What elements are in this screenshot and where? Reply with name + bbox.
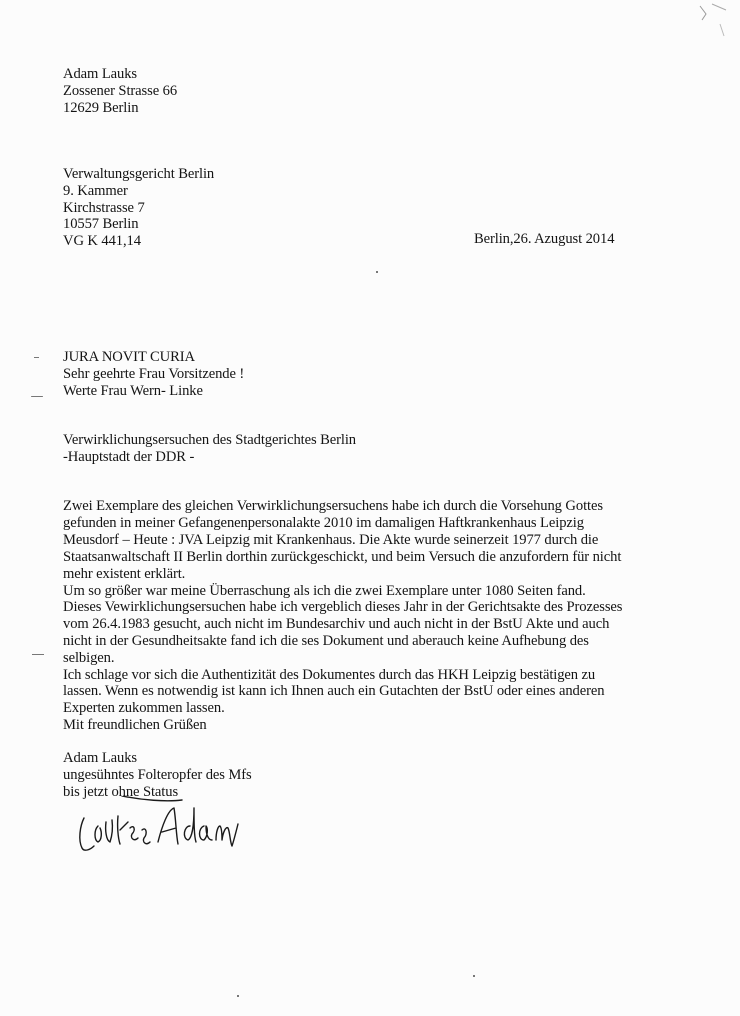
- sender-name: Adam Lauks: [63, 66, 137, 82]
- recipient-court: Verwaltungsgericht Berlin: [63, 166, 215, 182]
- body-line: vom 26.4.1983 gesucht, auch nicht im Bundesarchiv und auch nicht in der BstU Akte und auch: [63, 616, 610, 632]
- body-line: mehr existent erklärt.: [63, 566, 186, 582]
- recipient-street: Kirchstrasse 7: [63, 200, 145, 216]
- sender-street: Zossener Strasse 66: [63, 83, 178, 99]
- closing-greeting: Mit freundlichen Grüßen: [63, 717, 207, 733]
- margin-mark: [34, 357, 39, 358]
- body-line: Meusdorf – Heute : JVA Leipzig mit Krankenhaus. Die Akte wurde seinerzeit 1977 durch die: [63, 532, 599, 548]
- sender-city: 12629 Berlin: [63, 100, 139, 116]
- letter-date: Berlin,26. Azugust 2014: [474, 231, 615, 247]
- handwritten-signature: [72, 796, 242, 866]
- body-line: gefunden in meiner Gefangenenpersonalakte 2010 im damaligen Haftkrankenhaus Leipzig: [63, 515, 584, 531]
- scan-artifact-corner: [692, 2, 730, 42]
- body-line: Um so größer war meine Überraschung als ich die zwei Exemplare unter 1080 Seiten fand.: [63, 583, 586, 599]
- body-line: Zwei Exemplare des gleichen Verwirklichungsersuchens habe ich durch die Vorsehung Gottes: [63, 498, 603, 514]
- margin-mark: [32, 654, 44, 655]
- body-line: Ich schlage vor sich die Authentizität des Dokumentes durch das HKH Leipzig bestätigen zu: [63, 667, 596, 683]
- body-line: lassen. Wenn es notwendig ist kann ich Ihnen auch ein Gutachten der BstU oder eines anderen: [63, 683, 605, 699]
- body-line: nicht in der Gesundheitsakte fand ich die ses Dokument und aberauch keine Aufhebung des: [63, 633, 589, 649]
- margin-mark: [31, 396, 43, 397]
- margin-mark: [376, 271, 378, 273]
- recipient-city: 10557 Berlin: [63, 216, 139, 232]
- salutation-line-1: Sehr geehrte Frau Vorsitzende !: [63, 366, 245, 382]
- subject-line-1: Verwirklichungsersuchen des Stadtgerichtes Berlin: [63, 432, 356, 448]
- body-line: Dieses Vewirklichungsersuchen habe ich vergeblich dieses Jahr in der Gerichtsakte des Prozesses: [63, 599, 623, 615]
- body-line: Staatsanwaltschaft II Berlin dorthin zurückgeschickt, und beim Versuch die anzufordern für nicht: [63, 549, 622, 565]
- closing-status: bis jetzt ohne Status: [63, 784, 179, 800]
- subject-line-2: -Hauptstadt der DDR -: [63, 449, 195, 465]
- closing-name: Adam Lauks: [63, 750, 137, 766]
- margin-mark: [473, 975, 475, 977]
- recipient-reference: VG K 441,14: [63, 233, 141, 249]
- recipient-chamber: 9. Kammer: [63, 183, 128, 199]
- motto: JURA NOVIT CURIA: [63, 349, 195, 365]
- margin-mark: [237, 995, 239, 997]
- body-line: Experten zukommen lassen.: [63, 700, 225, 716]
- closing-title: ungesühntes Folteropfer des Mfs: [63, 767, 252, 783]
- salutation-line-2: Werte Frau Wern- Linke: [63, 383, 203, 399]
- body-line: selbigen.: [63, 650, 115, 666]
